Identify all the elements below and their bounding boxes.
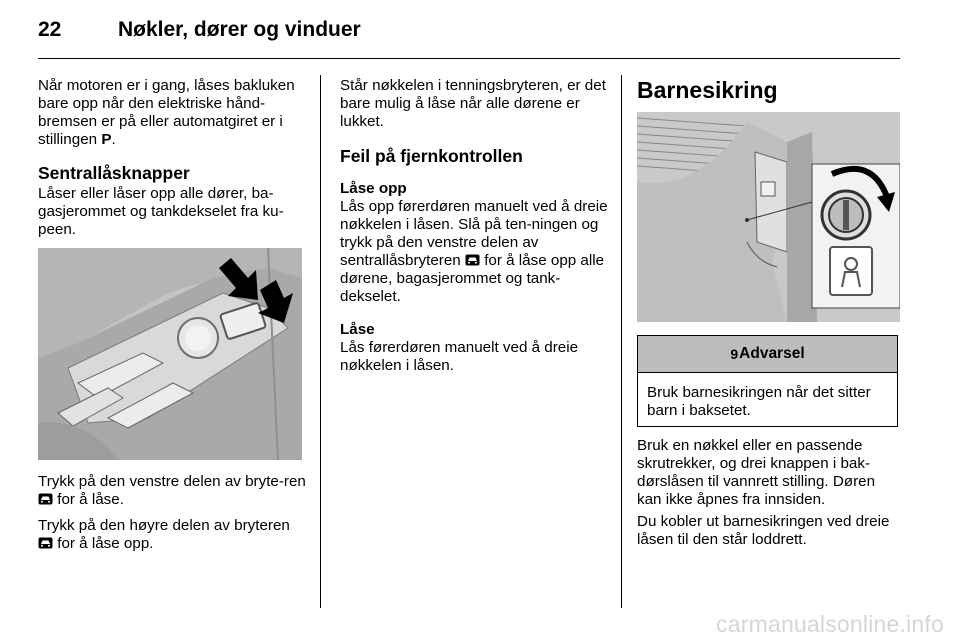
column-divider-1	[320, 75, 321, 608]
sub-title-lase-opp: Låse opp	[340, 180, 407, 197]
intro-end: .	[111, 131, 116, 148]
car-lock-icon	[465, 254, 480, 266]
chapter-title: Nøkler, dører og vinduer	[118, 18, 361, 41]
unlock-text-b: for å låse opp.	[57, 535, 154, 552]
car-lock-icon	[38, 537, 53, 549]
lock-text-b: for å låse.	[57, 491, 124, 508]
sub-text-lase-opp	[340, 198, 608, 306]
column-divider-2	[621, 75, 622, 608]
intro-paragraph	[38, 77, 306, 149]
intro-text: Når motoren er i gang, låses bakluken bare opp når den elektriske hånd-bremsen er på eller automatgiret er i stillingen	[38, 77, 295, 148]
car-lock-icon	[38, 493, 53, 505]
sub-title-lase: Låse	[340, 321, 375, 338]
unlock-text-a: Trykk på den høyre delen av bryteren	[38, 517, 290, 534]
warning-triangle-icon: 9	[730, 346, 739, 362]
lock-text-a: Trykk på den venstre delen av bryte-ren	[38, 473, 306, 490]
child-lock-illustration	[637, 112, 900, 322]
warning-text: Bruk barnesikringen når det sitter barn i baksetet.	[647, 384, 871, 419]
door-switch-illustration	[38, 248, 302, 460]
column-1-intro	[38, 77, 306, 149]
warning-title: Advarsel	[739, 345, 805, 362]
child-lock-para-1: Bruk en nøkkel eller en passende skrutrekker, og drei knappen i bak-dørslåsen til vannrett stilling. Døren kan ikke åpnes fra innsiden.	[637, 437, 876, 508]
child-lock-para-2: Du kobler ut barnesikringen ved dreie låsen til den står loddrett.	[637, 513, 890, 548]
lase-opp-text-b: for å låse opp alle dørene, bagasjerommet og tank-dekselet.	[340, 252, 605, 305]
section-title-barnesikring: Barnesikring	[637, 77, 778, 103]
warning-box	[637, 335, 898, 427]
section-text-sentrallas: Låser eller låser opp alle dører, ba-gasjerommet og tankdekselet fra ku-peen.	[38, 185, 284, 238]
watermark: carmanualsonline.info	[716, 611, 944, 637]
warning-header	[638, 336, 897, 373]
column-2-intro: Står nøkkelen i tenningsbryteren, er det bare mulig å låse når alle dørene er lukket.	[340, 77, 606, 130]
page-number: 22	[38, 18, 62, 41]
section-title-sentrallas: Sentrallåsknapper	[38, 163, 190, 183]
header-rule	[38, 58, 900, 59]
lock-instruction	[38, 473, 306, 509]
gear-position: P	[101, 131, 112, 148]
unlock-instruction	[38, 517, 306, 553]
sub-text-lase: Lås førerdøren manuelt ved å dreie nøkkelen i låsen.	[340, 339, 579, 374]
section-title-feil: Feil på fjernkontrollen	[340, 146, 523, 166]
lase-opp-text-a: Lås opp førerdøren manuelt ved å dreie nøkkelen i låsen. Slå på ten-ningen og trykk på den venstre delen av sentrallåsbryteren	[340, 198, 608, 269]
